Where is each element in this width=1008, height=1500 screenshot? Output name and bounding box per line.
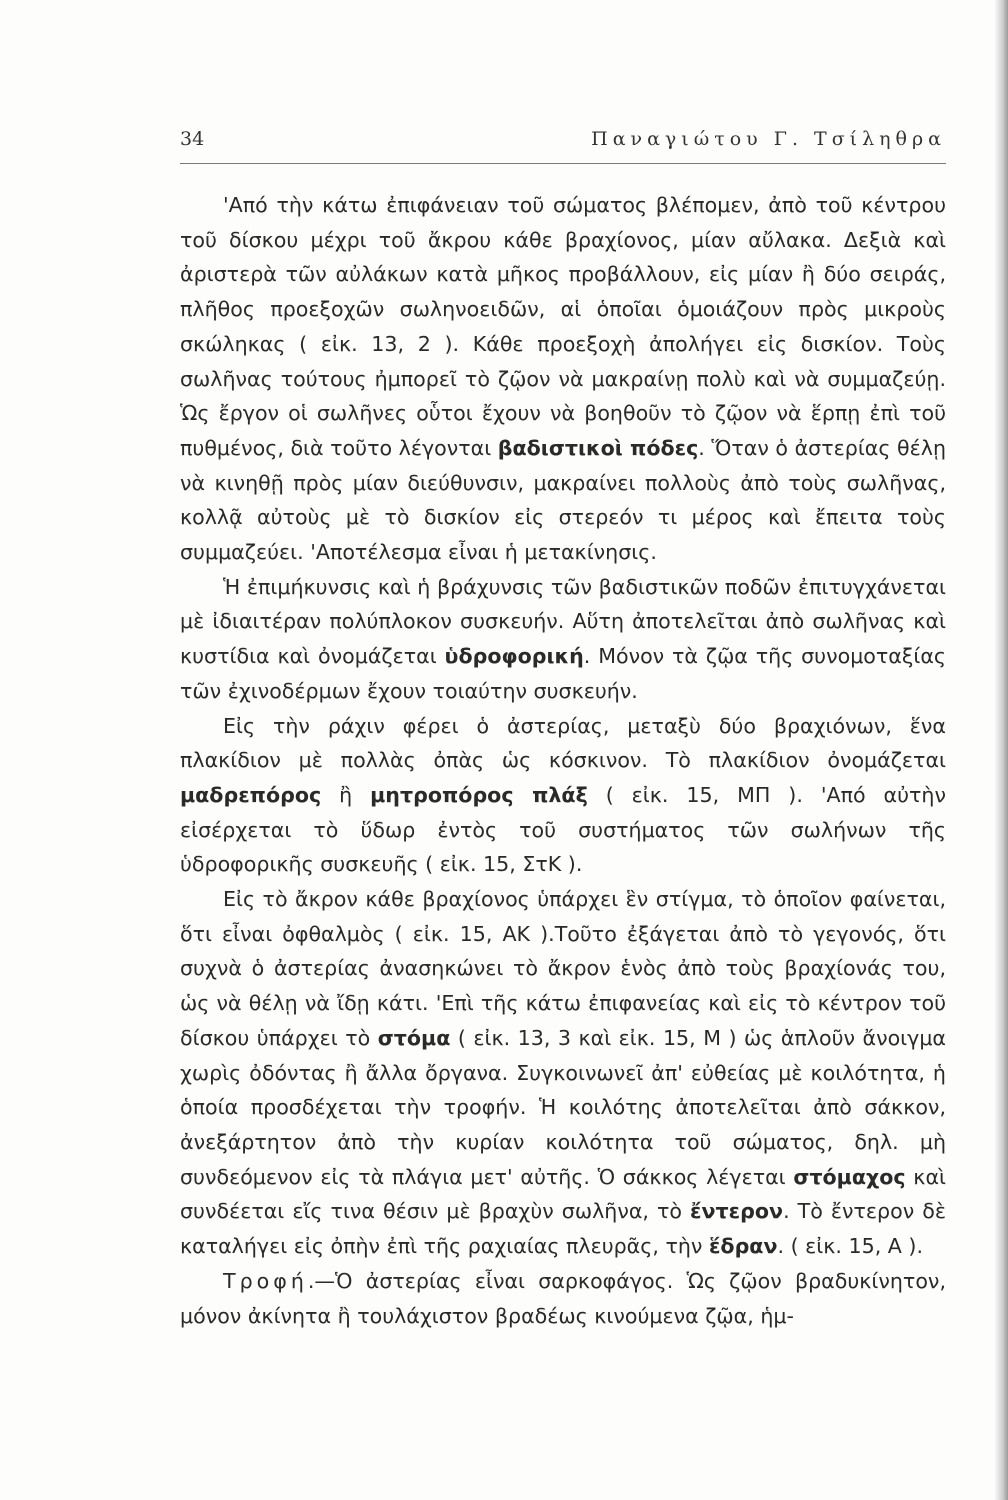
page-edge-shadow [994,0,1008,1500]
text-run: 'Από τὴν κάτω ἐπιφάνειαν τοῦ σώματος βλέπομεν, ἀπὸ τοῦ κέντρου τοῦ δίσκου μέχρι τοῦ ἄκρου κάθε βραχίονος, μίαν αὔλακα. Δεξιὰ καὶ ἀριστερὰ τῶν αὐλάκων κατὰ μῆκος προβάλλουν, εἰς μίαν ἢ δύο σειράς, πλῆθος προεξοχῶν σωληνοειδῶν, αἱ ὁποῖαι ὁμοιάζουν πρὸς μικροὺς σκώληκας ( εἰκ. 13, 2 ). Κάθε προεξοχὴ ἀπολήγει εἰς δισκίον. Τοὺς σωλῆνας τούτους ἠμπορεῖ τὸ ζῷον νὰ μακραίνῃ πολὺ καὶ νὰ συμμαζεύῃ. Ὡς ἔργον οἱ σωλῆνες οὗτοι ἔχουν νὰ βοηθοῦν τὸ ζῷον νὰ ἕρπῃ ἐπὶ τοῦ πυθμένος, διὰ τοῦτο λέγονται [180,193,946,460]
page-number: 34 [180,128,205,150]
term-edran: ἕδραν [708,1234,778,1259]
text-run: .—Ὁ ἀστερίας εἶναι σαρκοφάγος. Ὡς ζῷον βραδυκίνητον, μόνον ἀκίνητα ἢ τουλάχιστον βραδέως κινούμενα ζῷα, ἡμ- [180,1268,946,1328]
text-run: ( εἰκ. 13, 3 καὶ εἰκ. 15, Μ ) ὡς ἁπλοῦν ἄνοιγμα χωρὶς ὀδόντας ἢ ἄλλα ὄργανα. Συγκοινωνεῖ ἀπ' εὐθείας μὲ κοιλότητα, ἡ ὁποία προσδέχεται τὴν τροφήν. Ἡ κοιλότης ἀποτελεῖται ἀπὸ σάκκον, ἀνεξάρτητον ἀπὸ τὴν κυρίαν κοιλότητα τοῦ σώματος, δηλ. μὴ συνδεόμενον εἰς τὰ πλάγια μετ' αὐτῆς. Ὁ σάκκος λέγεται [180,1025,946,1189]
text-run: . ( εἰκ. 15, Α ). [777,1234,923,1259]
term-mitroporos-plax: μητροπόρος πλάξ [370,782,588,807]
text-run: . Τὸ ἔντερον δὲ καταλήγει εἰς ὀπὴν ἐπὶ τῆς ραχιαίας πλευρᾶς, τὴν [180,1199,947,1259]
body-text [180,188,946,1333]
text-run: ἢ [321,782,371,807]
paragraph-5 [180,1264,946,1333]
text-run: ( εἰκ. 15, ΜΠ ). 'Από αὐτὴν εἰσέρχεται τὸ ὕδωρ ἐντὸς τοῦ συστήματος τῶν σωλήνων τῆς ὑδροφορικῆς συσκευῆς ( εἰκ. 15, ΣτΚ ). [180,782,946,877]
term-stoma: στόμα [377,1025,451,1050]
paragraph-3 [180,709,946,883]
text-run: καὶ συνδέεται εἴς τινα θέσιν μὲ βραχὺν σωλῆνα, τὸ [180,1164,946,1224]
paragraph-4 [180,882,946,1264]
running-head-author: Παναγιώτου Γ. Τσίληθρα [591,128,946,150]
text-run: Ἡ ἐπιμήκυνσις καὶ ἡ βράχυνσις τῶν βαδιστικῶν ποδῶν ἐπιτυγχάνεται μὲ ἰδιαιτέραν πολύπλοκον συσκευήν. Αὕτη ἀποτελεῖται ἀπὸ σωλῆνας καὶ κυστίδια καὶ ὀνομάζεται [180,574,946,669]
paragraph-1 [180,188,946,570]
term-stomachos: στόμαχος [793,1164,906,1189]
section-heading-trofi: Τροφή [223,1268,308,1293]
term-madreporos: μαδρεπόρος [180,782,322,807]
text-run: . Μόνον τὰ ζῷα τῆς συνομοταξίας τῶν ἐχινοδέρμων ἔχουν τοιαύτην συσκευήν. [180,644,946,703]
paragraph-2 [180,570,946,709]
term-badistikoi-podes: βαδιστικοὶ πόδες [497,435,699,460]
header-rule [180,163,946,164]
term-ydroforiki: ὑδροφορική [444,644,584,669]
text-run: . Ὅταν ὁ ἀστερίας θέλῃ νὰ κινηθῇ πρὸς μίαν διεύθυνσιν, μακραίνει πολλοὺς ἀπὸ τοὺς σωλῆνας, κολλᾷ αὐτοὺς μὲ τὸ δισκίον εἰς στερεόν τι μέρος καὶ ἔπειτα τοὺς συμμαζεύει. 'Αποτέλεσμα εἶναι ἡ μετακίνησις. [180,435,946,565]
term-enteron: ἔντερον [690,1199,784,1224]
text-run: Εἰς τὴν ράχιν φέρει ὁ ἀστερίας, μεταξὺ δύο βραχιόνων, ἕνα πλακίδιον μὲ πολλὰς ὀπὰς ὡς κόσκινον. Τὸ πλακίδιον ὀνομάζεται [180,713,946,773]
text-run: Εἰς τὸ ἄκρον κάθε βραχίονος ὑπάρχει ἓν στίγμα, τὸ ὁποῖον φαίνεται, ὅτι εἶναι ὀφθαλμὸς ( εἰκ. 15, ΑΚ ).Τοῦτο ἐξάγεται ἀπὸ τὸ γεγονός, ὅτι συχνὰ ὁ ἀστερίας ἀνασηκώνει τὸ ἄκρον ἑνὸς ἀπὸ τοὺς βραχίονάς του, ὡς νὰ θέλῃ νὰ ἴδῃ κάτι. 'Επὶ τῆς κάτω ἐπιφανείας καὶ εἰς τὸ κέντρον τοῦ δίσκου ὑπάρχει τὸ [180,887,946,1050]
running-head [180,128,946,160]
